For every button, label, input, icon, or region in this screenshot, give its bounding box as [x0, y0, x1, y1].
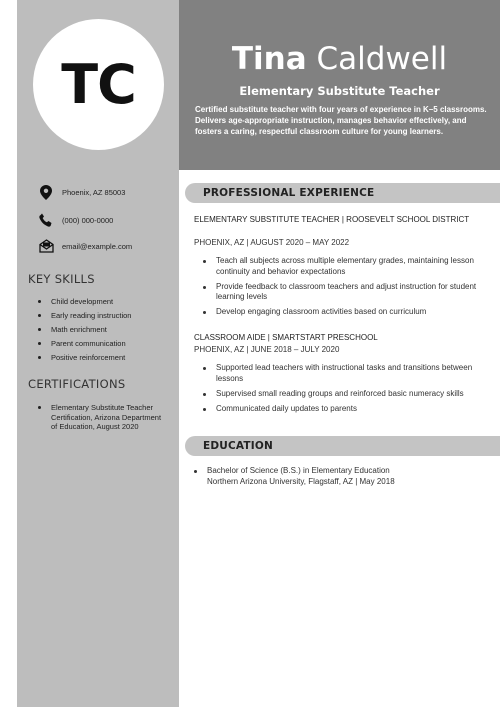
list-item: Parent communication	[38, 339, 173, 349]
location-text: Phoenix, AZ 85003	[62, 187, 126, 197]
map-pin-icon	[38, 184, 54, 200]
job-title: ELEMENTARY SUBSTITUTE TEACHER | ROOSEVELT SCHOOL DISTRICT	[194, 215, 470, 224]
summary-text: Certified substitute teacher with four years of experience in K–5 classrooms. Delivers age-appropriate instruction, manages behavior effectively, and fosters a caring, respectful classroom culture for young learners.	[195, 105, 487, 136]
candidate-name	[179, 40, 500, 78]
phone-icon	[38, 212, 54, 228]
job-meta: PHOENIX, AZ | JUNE 2018 – JULY 2020	[194, 345, 340, 354]
education-section-bar	[185, 436, 500, 456]
contact-phone[interactable]	[38, 212, 113, 228]
list-item: Communicated daily updates to parents	[203, 404, 488, 415]
education-list	[194, 466, 484, 492]
job-title: CLASSROOM AIDE | SMARTSTART PRESCHOOL	[194, 333, 378, 342]
list-item	[194, 466, 484, 487]
certifications-list	[38, 403, 168, 436]
list-item: Supervised small reading groups and reinforced basic numeracy skills	[203, 389, 488, 400]
school-text: Northern Arizona University, Flagstaff, AZ | May 2018	[207, 476, 395, 486]
email-text[interactable]: email@example.com	[62, 241, 133, 251]
key-skills-list	[38, 297, 173, 367]
monogram-initials: TC	[61, 53, 136, 116]
list-item: Math enrichment	[38, 325, 173, 335]
phone-text[interactable]: (000) 000-0000	[62, 215, 114, 225]
key-skills-heading: KEY SKILLS	[28, 272, 95, 286]
list-item: Supported lead teachers with instructional tasks and transitions between lessons	[203, 363, 488, 384]
experience-section-bar	[185, 183, 500, 203]
job-title-heading: Elementary Substitute Teacher	[239, 84, 440, 98]
list-item: Positive reinforcement	[38, 353, 173, 363]
job-bullets	[203, 256, 488, 322]
list-item: Child development	[38, 297, 173, 307]
job-bullets	[203, 363, 488, 419]
list-item: Elementary Substitute Teacher Certification, Arizona Department of Education, August 2020	[38, 403, 168, 432]
monogram-circle	[33, 19, 164, 150]
last-name: Caldwell	[316, 41, 448, 77]
first-name: Tina	[231, 41, 307, 77]
contact-location	[38, 184, 125, 200]
list-item: Early reading instruction	[38, 311, 173, 321]
contact-email[interactable]	[38, 238, 132, 254]
list-item: Teach all subjects across multiple elementary grades, maintaining lesson continuity and behavior expectations	[203, 256, 488, 277]
list-item: Provide feedback to classroom teachers and adjust instruction for student learning levels	[203, 282, 488, 303]
degree-text: Bachelor of Science (B.S.) in Elementary Education	[207, 466, 390, 475]
job-meta: PHOENIX, AZ | AUGUST 2020 – MAY 2022	[194, 238, 350, 247]
email-icon	[38, 238, 54, 254]
list-item: Develop engaging classroom activities based on curriculum	[203, 307, 488, 318]
certifications-heading: CERTIFICATIONS	[28, 377, 126, 391]
education-heading: EDUCATION	[203, 440, 274, 452]
experience-heading: PROFESSIONAL EXPERIENCE	[203, 187, 375, 199]
